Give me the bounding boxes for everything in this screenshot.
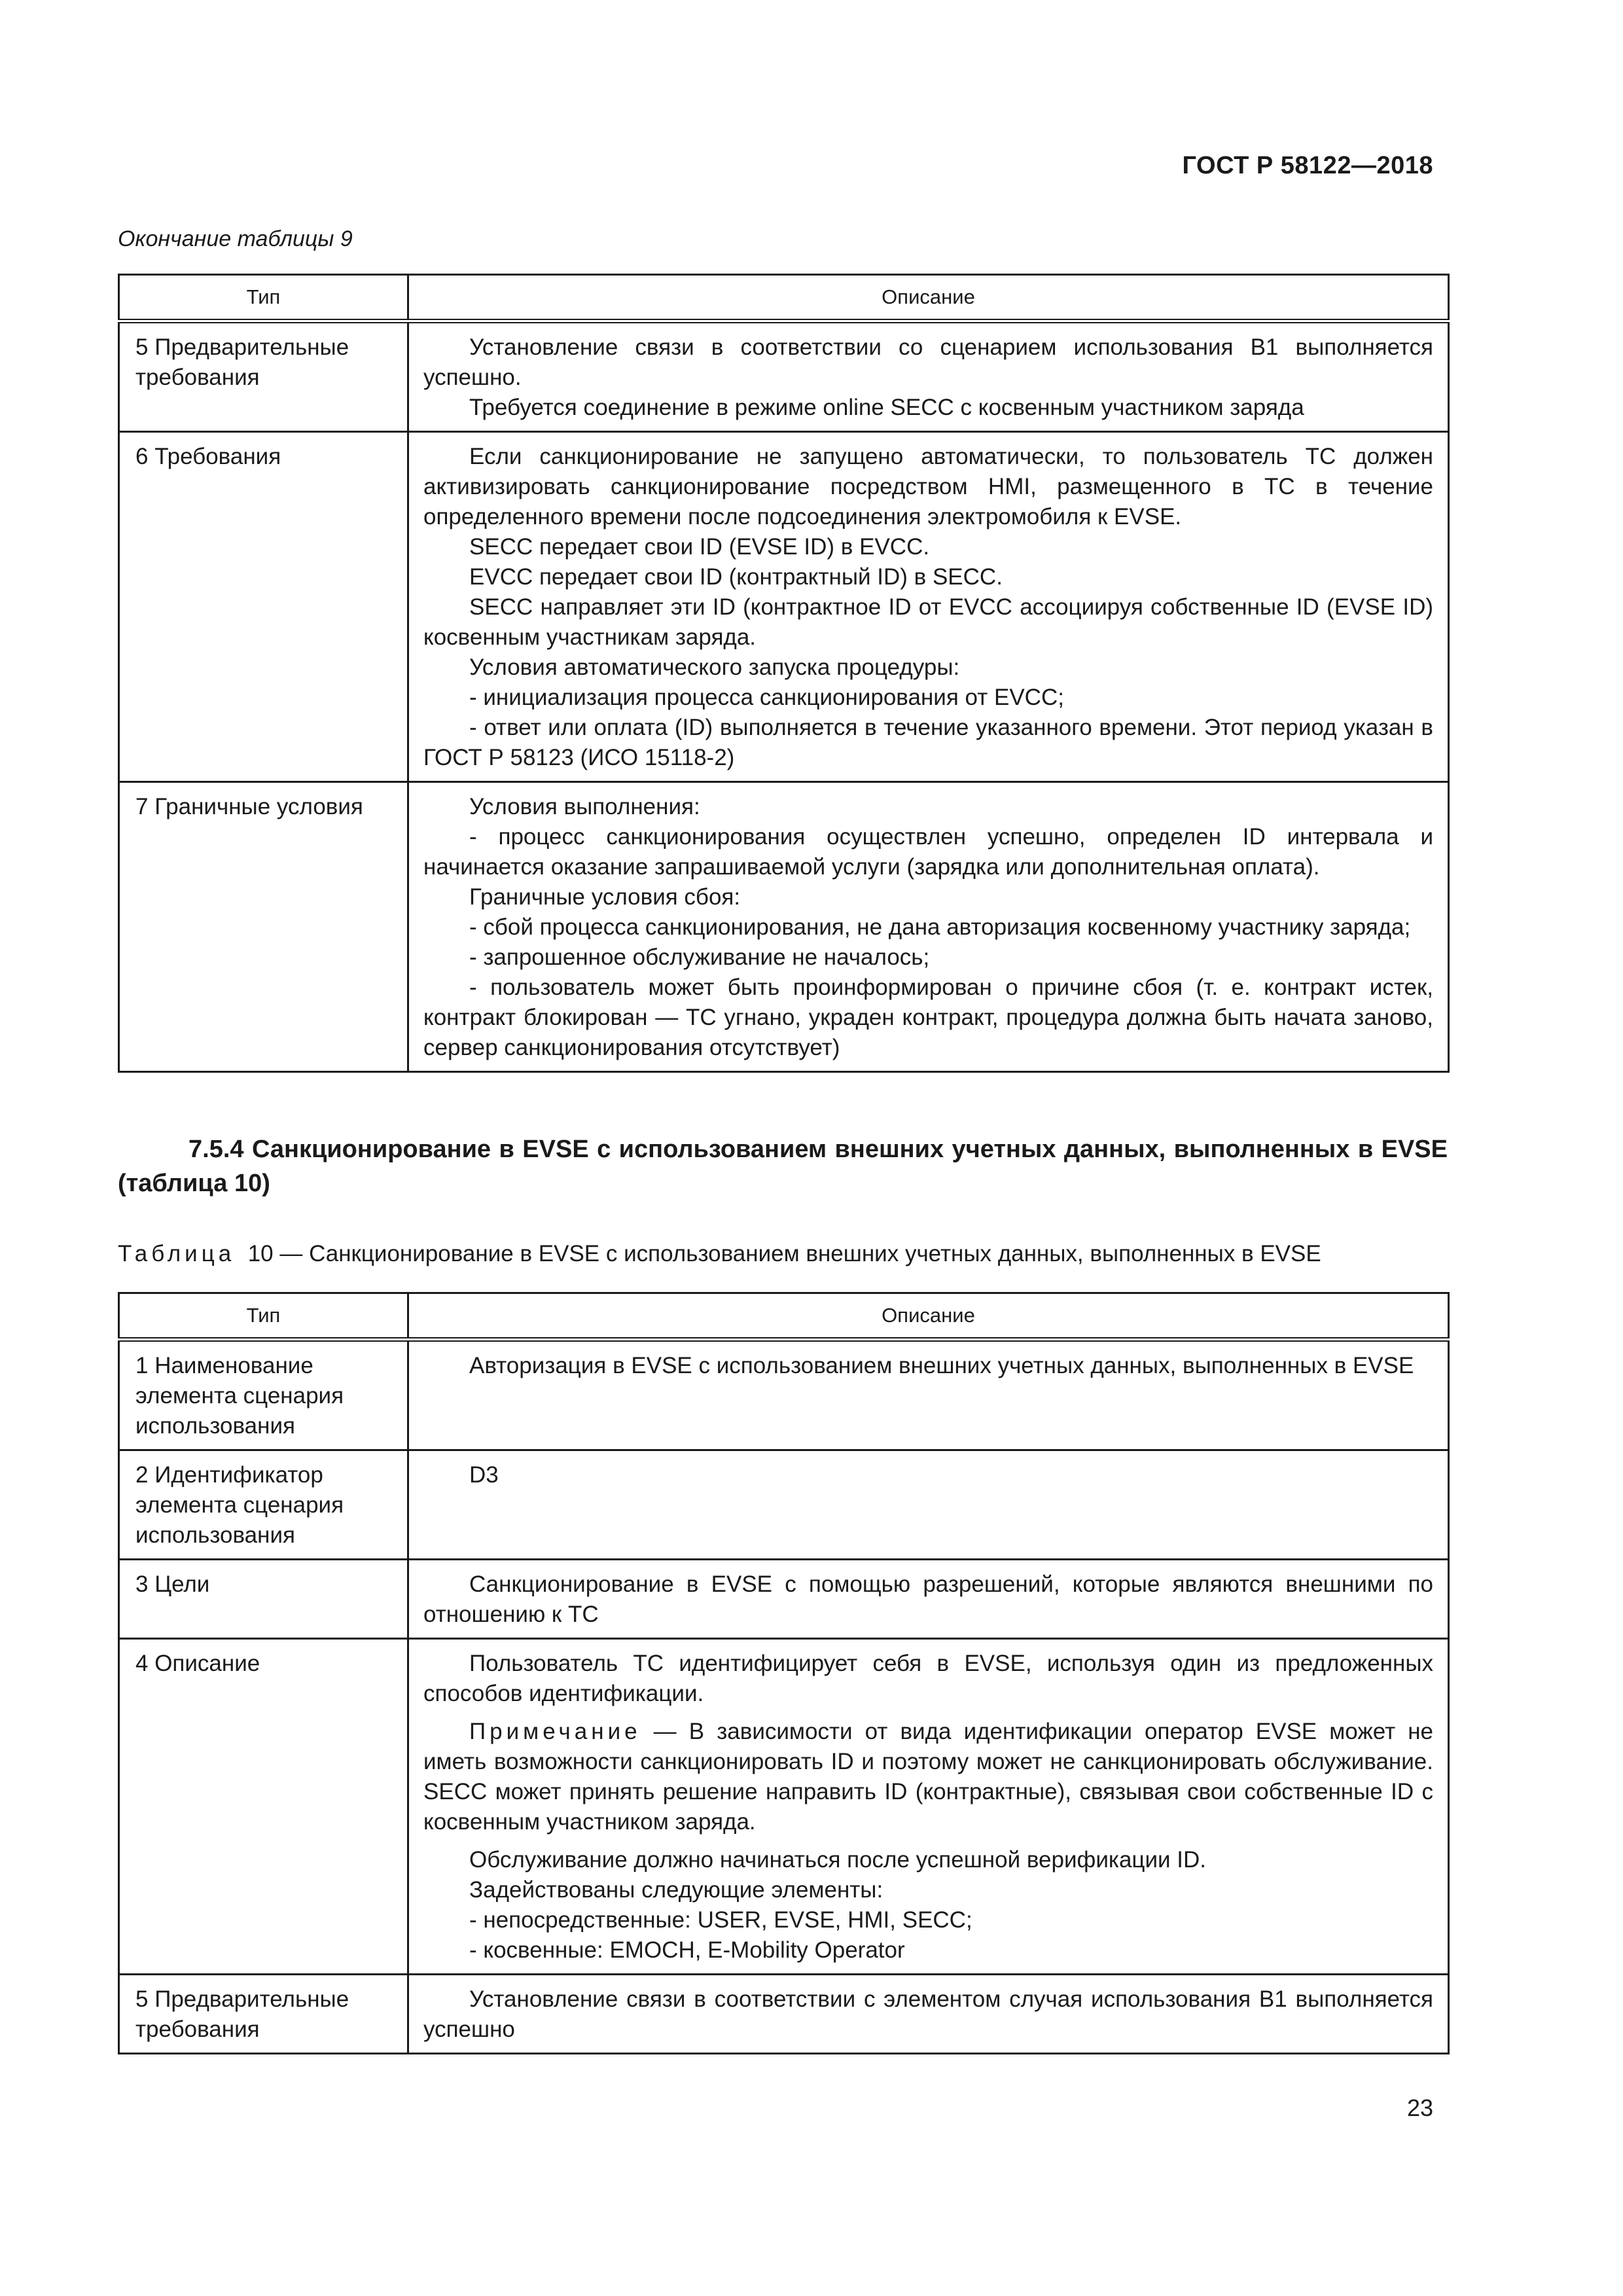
column-header-description: Описание	[408, 275, 1449, 321]
description-paragraph: SECC передает свои ID (EVSE ID) в EVCC.	[469, 534, 930, 560]
description-paragraph: Обслуживание должно начинаться после успешной верификации ID.	[469, 1847, 1207, 1873]
table-9	[118, 274, 1450, 1073]
description-paragraph: - пользователь может быть проинформирован о причине сбоя (т. е. контракт истек, контракт блокирован — ТС угнано, украден контракт, процедура должна быть начата заново, сервер санкционирования отсутствует)	[423, 975, 1433, 1060]
table-row	[119, 1639, 1449, 1975]
row-description	[408, 1975, 1449, 2054]
table-row	[119, 1450, 1449, 1560]
description-paragraph: Условия выполнения:	[469, 794, 700, 819]
description-paragraph: - запрошенное обслуживание не началось;	[469, 944, 930, 970]
description-paragraph: - ответ или оплата (ID) выполняется в течение указанного времени. Этот период указан в ГОСТ Р 58123 (ИСО 15118-2)	[423, 715, 1433, 770]
description-paragraph: - сбой процесса санкционирования, не дана авторизация косвенному участнику заряда;	[469, 914, 1411, 940]
row-type: 5 Предварительные требования	[119, 321, 408, 432]
description-paragraph: Установление связи в соответствии с элементом случая использования В1 выполняется успешно	[423, 1986, 1433, 2042]
table-10	[118, 1292, 1450, 2054]
description-paragraph: - инициализация процесса санкционирования от EVCC;	[469, 685, 1064, 710]
description-paragraph: Санкционирование в EVSE с помощью разрешений, которые являются внешними по отношению к ТС	[423, 1571, 1433, 1627]
row-type: 1 Наименование элемента сценария использования	[119, 1340, 408, 1450]
table-header-row	[119, 275, 1449, 321]
row-type: 3 Цели	[119, 1560, 408, 1639]
note-label: Примечание	[469, 1719, 641, 1744]
table-row	[119, 782, 1449, 1072]
row-type: 7 Граничные условия	[119, 782, 408, 1072]
description-paragraph: Условия автоматического запуска процедуры:	[469, 655, 960, 680]
document-id: ГОСТ Р 58122—2018	[1182, 152, 1433, 179]
row-description	[408, 1450, 1449, 1560]
table-row	[119, 1340, 1449, 1450]
table-9-continuation-caption: Окончание таблицы 9	[118, 226, 353, 251]
description-paragraph: Установление связи в соответствии со сценарием использования В1 выполняется успешно.	[423, 334, 1433, 390]
description-paragraph: Задействованы следующие элементы:	[469, 1877, 883, 1903]
description-paragraph: Требуется соединение в режиме online SECC с косвенным участником заряда	[469, 395, 1304, 420]
table-row	[119, 321, 1449, 432]
section-heading: 7.5.4 Санкционирование в EVSE с использованием внешних учетных данных, выполненных в EVSE (таблица 10)	[118, 1136, 1448, 1197]
row-type: 4 Описание	[119, 1639, 408, 1975]
row-description	[408, 321, 1449, 432]
row-description	[408, 782, 1449, 1072]
table-header-row	[119, 1293, 1449, 1340]
column-header-type: Тип	[119, 275, 408, 321]
row-description	[408, 1639, 1449, 1975]
column-header-type: Тип	[119, 1293, 408, 1340]
column-header-description: Описание	[408, 1293, 1449, 1340]
description-paragraph: - непосредственные: USER, EVSE, HMI, SECC;	[469, 1907, 972, 1933]
description-paragraph: - косвенные: EMOCH, E-Mobility Operator	[469, 1937, 905, 1963]
note-text: — В зависимости от вида идентификации оператор EVSE может не иметь возможности санкционировать ID и поэтому может не санкционировать обслуживание. SECC может принять решение направить ID (контрактные), связывая свои собственные ID с косвенным участником заряда.	[423, 1719, 1433, 1835]
row-description	[408, 432, 1449, 782]
description-paragraph: Граничные условия сбоя:	[469, 884, 741, 910]
table-row	[119, 1560, 1449, 1639]
description-paragraph: SECC направляет эти ID (контрактное ID от EVCC ассоциируя собственные ID (EVSE ID) косвенным участникам заряда.	[423, 594, 1433, 650]
row-type: 5 Предварительные требования	[119, 1975, 408, 2054]
row-description	[408, 1560, 1449, 1639]
description-paragraph: Авторизация в EVSE с использованием внешних учетных данных, выполненных в EVSE	[469, 1353, 1414, 1378]
table-row	[119, 432, 1449, 782]
note-paragraph	[423, 1717, 1433, 1837]
description-paragraph: EVCC передает свои ID (контрактный ID) в SECC.	[469, 564, 1003, 590]
table-caption-label: Таблица	[118, 1241, 236, 1266]
description-paragraph: - процесс санкционирования осуществлен успешно, определен ID интервала и начинается оказание запрашиваемой услуги (зарядка или дополнительная оплата).	[423, 824, 1433, 880]
table-10-caption	[118, 1241, 1321, 1267]
description-paragraph: Пользователь ТС идентифицирует себя в EVSE, используя один из предложенных способов идентификации.	[423, 1651, 1433, 1706]
row-description	[408, 1340, 1449, 1450]
description-paragraph: Если санкционирование не запущено автоматически, то пользователь ТС должен активизировать санкционирование посредством HMI, размещенного в ТС в течение определенного времени после подсоединения электромобиля к EVSE.	[423, 444, 1433, 529]
table-row	[119, 1975, 1449, 2054]
row-type: 2 Идентификатор элемента сценария использования	[119, 1450, 408, 1560]
table-caption-text: 10 — Санкционирование в EVSE с использованием внешних учетных данных, выполненных в EVSE	[247, 1241, 1321, 1266]
description-paragraph: D3	[469, 1462, 499, 1488]
page-number: 23	[1406, 2094, 1433, 2121]
row-type: 6 Требования	[119, 432, 408, 782]
